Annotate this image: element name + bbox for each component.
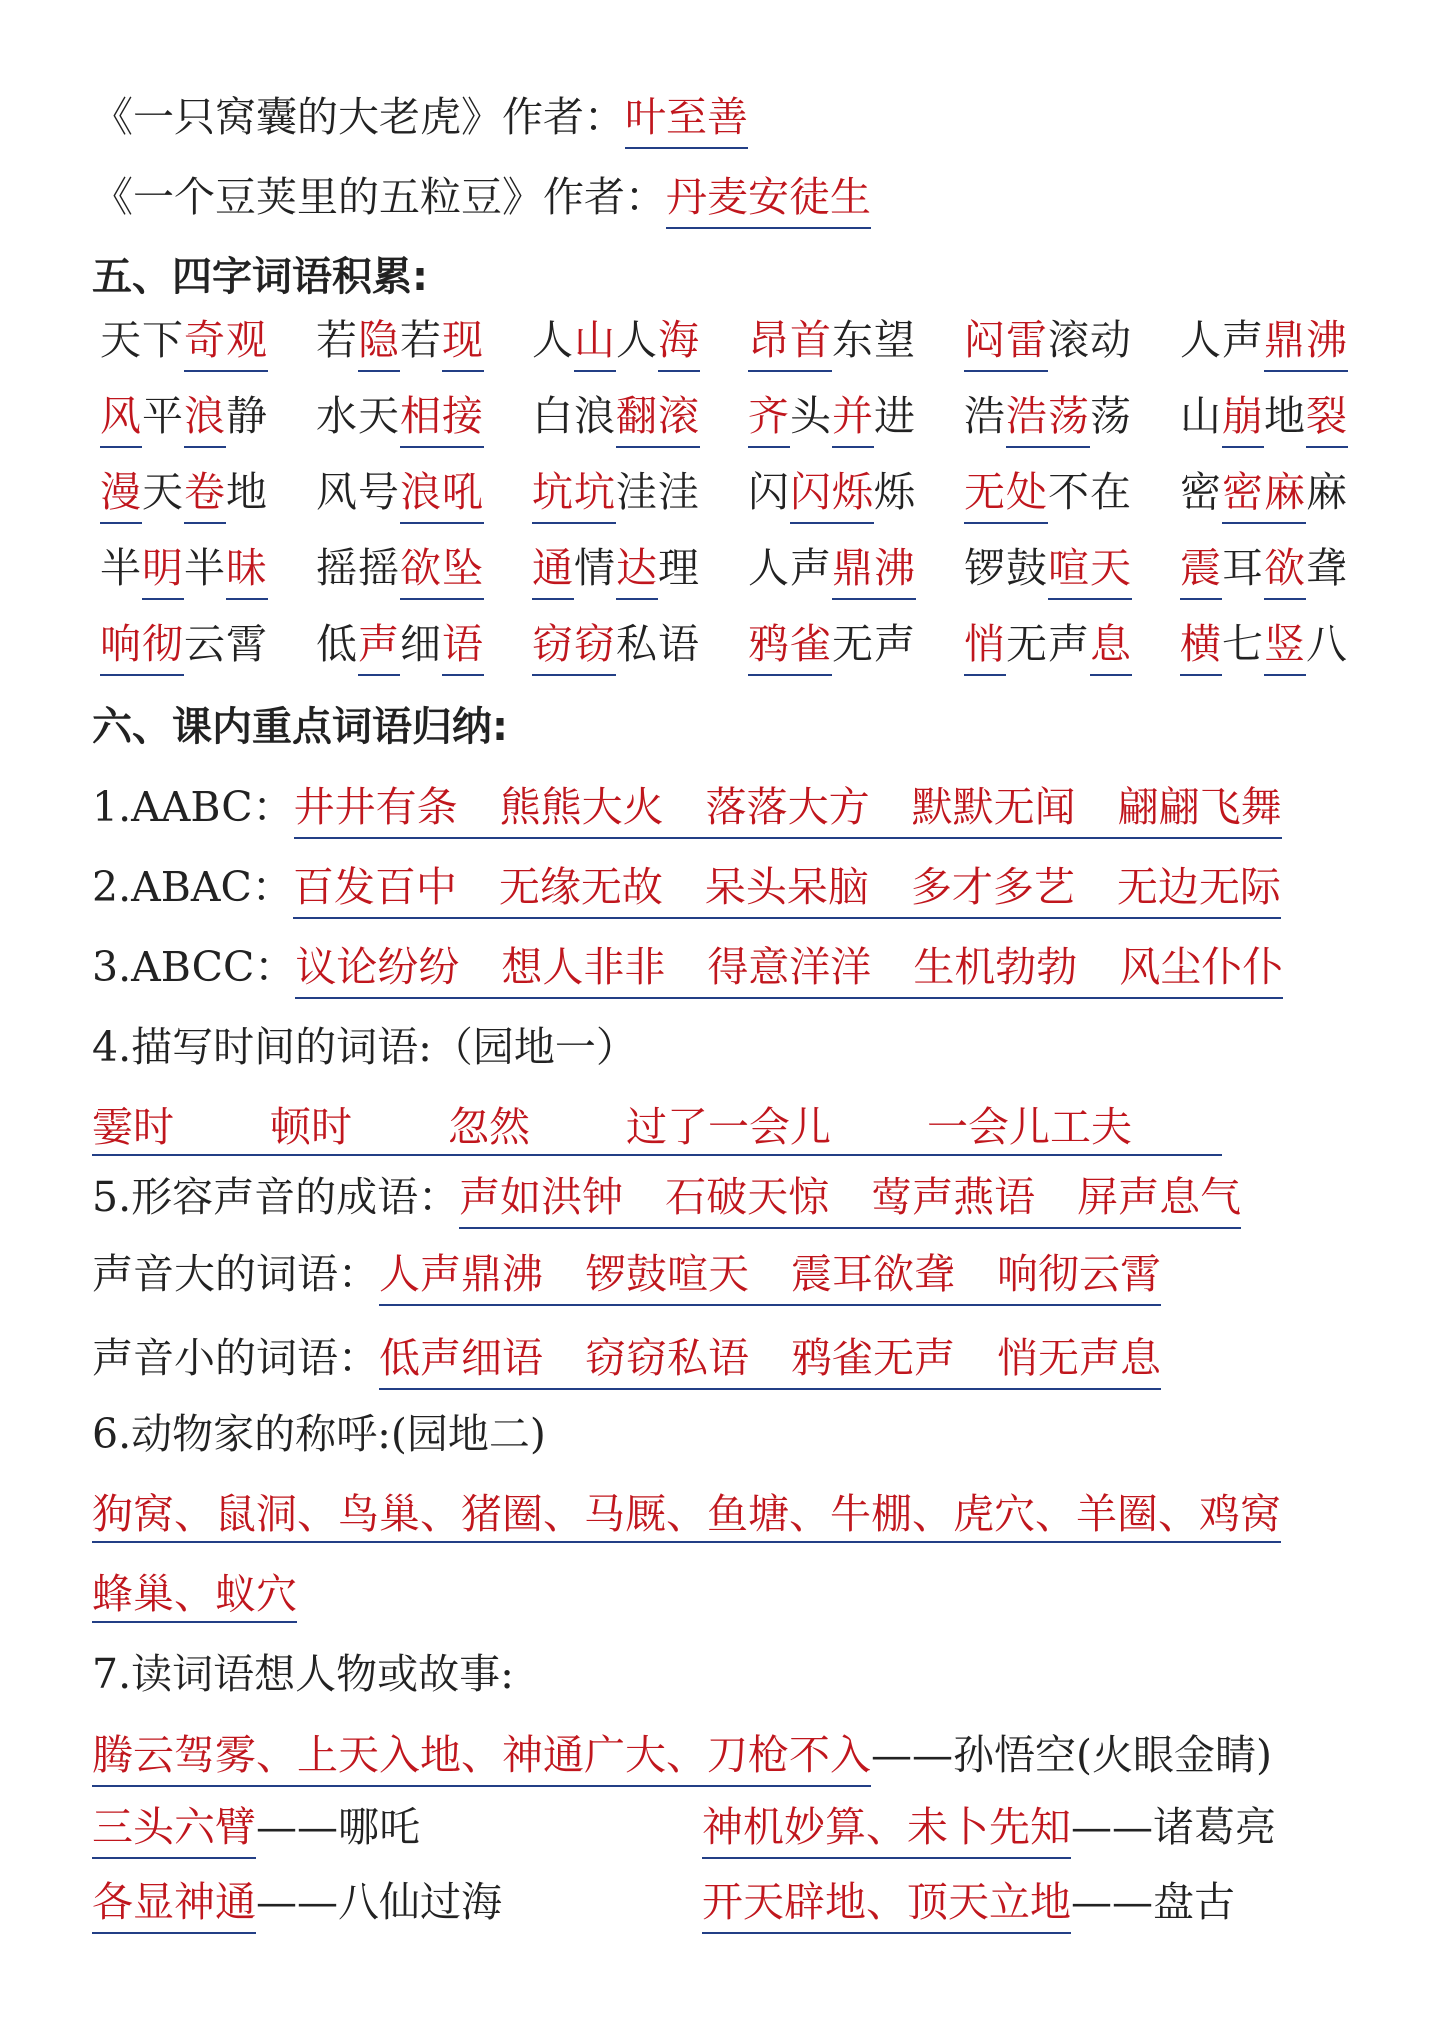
- idiom-segment: 锣鼓: [964, 544, 1048, 592]
- idiom-cell: [100, 620, 268, 668]
- idiom-segment: 情: [574, 544, 616, 592]
- word-item: 落落大方: [705, 783, 870, 831]
- word-item: 屏声息气: [1077, 1173, 1242, 1221]
- idiom-cell: [748, 392, 916, 440]
- idiom-cell: [748, 544, 916, 592]
- idiom-segment: 竖: [1264, 620, 1306, 676]
- idiom-segment: 达: [616, 544, 658, 600]
- idiom-segment: 摇摇: [316, 544, 400, 592]
- idiom-segment: 相接: [400, 392, 484, 448]
- pattern-words: [293, 863, 1281, 919]
- idiom-segment: 裂: [1306, 392, 1348, 448]
- animal-homes-line-2: 蜂巢、蚁穴: [92, 1574, 297, 1623]
- idiom-segment: 天下: [100, 316, 184, 364]
- idiom-segment: 漫: [100, 468, 142, 524]
- idiom-segment: 奇观: [184, 316, 268, 372]
- idiom-cell: [1180, 544, 1348, 592]
- story-name: 哪吒: [338, 1803, 420, 1851]
- story-answer: 各显神通: [92, 1878, 256, 1934]
- story-name: 八仙过海: [338, 1878, 502, 1926]
- idiom-segment: 耳: [1222, 544, 1264, 592]
- idiom-segment: 翻滚: [616, 392, 700, 448]
- author-answer: 丹麦安徒生: [666, 173, 871, 229]
- idiom-segment: 海: [658, 316, 700, 372]
- idiom-segment: 东望: [832, 316, 916, 364]
- word-item: 无缘无故: [498, 863, 663, 911]
- idiom-segment: 闪烁: [790, 468, 874, 524]
- word-item: 默默无闻: [911, 783, 1076, 831]
- word-item: 百发百中: [292, 863, 457, 911]
- idiom-cell: [748, 468, 916, 516]
- idiom-segment: 细: [400, 620, 442, 668]
- animal-homes-line-1: 狗窝、鼠洞、鸟巢、猪圈、马厩、鱼塘、牛棚、虎穴、羊圈、鸡窝: [92, 1494, 1281, 1543]
- word-item: 议论纷纷: [295, 943, 460, 991]
- idiom-segment: 欲坠: [400, 544, 484, 600]
- idiom-segment: 齐: [748, 392, 790, 448]
- story-name: 孙悟空(火眼金睛): [953, 1731, 1272, 1779]
- idiom-segment: 地: [226, 468, 268, 516]
- idiom-segment: 人声: [748, 544, 832, 592]
- idiom-segment: 横: [1180, 620, 1222, 676]
- word-item: 忽然: [448, 1103, 530, 1151]
- stories-label: 7.读词语想人物或故事:: [92, 1650, 514, 1698]
- loud-label: 声音大的词语：: [92, 1250, 379, 1298]
- idiom-row: [100, 316, 1360, 376]
- idiom-cell: [100, 468, 268, 516]
- idiom-segment: 密麻: [1222, 468, 1306, 524]
- time-words-label: 4.描写时间的词语:（园地一）: [92, 1023, 637, 1071]
- idiom-segment: 声: [358, 620, 400, 676]
- idiom-segment: 聋: [1306, 544, 1348, 592]
- word-item: 顿时: [270, 1103, 352, 1151]
- story-row-3a: [92, 1878, 502, 1926]
- word-item: 锣鼓喧天: [585, 1250, 749, 1298]
- idiom-segment: 浩: [964, 392, 1006, 440]
- idiom-segment: 理: [658, 544, 700, 592]
- idiom-segment: 浪: [184, 392, 226, 448]
- author-prefix: 《一只窝囊的大老虎》作者：: [92, 93, 625, 141]
- story-name: 盘古: [1153, 1878, 1235, 1926]
- word-item: 低声细语: [379, 1334, 543, 1382]
- idiom-segment: 风: [100, 392, 142, 448]
- word-item: 霎时: [92, 1103, 174, 1151]
- quiet-label: 声音小的词语：: [92, 1334, 379, 1382]
- idiom-cell: [1180, 620, 1348, 668]
- idiom-row: [100, 392, 1360, 452]
- story-row-2b: [702, 1803, 1276, 1851]
- idiom-segment: 静: [226, 392, 268, 440]
- idiom-row: [100, 544, 1360, 604]
- idiom-cell: [964, 620, 1132, 668]
- idiom-segment: 头: [790, 392, 832, 440]
- word-item: 一会儿工夫: [927, 1103, 1132, 1151]
- idiom-segment: 密: [1180, 468, 1222, 516]
- word-item: 熊熊大火: [499, 783, 664, 831]
- idiom-segment: 息: [1090, 620, 1132, 676]
- idiom-segment: 浪吼: [400, 468, 484, 524]
- idiom-segment: 人: [532, 316, 574, 364]
- story-dash: ——: [871, 1731, 953, 1779]
- word-item: 呆头呆脑: [704, 863, 869, 911]
- word-item: 无边无际: [1116, 863, 1281, 911]
- word-item: 震耳欲聋: [791, 1250, 955, 1298]
- idiom-segment: 悄: [964, 620, 1006, 676]
- idiom-cell: [1180, 392, 1348, 440]
- idiom-segment: 无处: [964, 468, 1048, 524]
- idiom-cell: [964, 544, 1132, 592]
- story-name: 诸葛亮: [1153, 1803, 1276, 1851]
- pattern-row-aabc: [92, 783, 1282, 831]
- pattern-words: [295, 943, 1283, 999]
- idiom-segment: 山: [1180, 392, 1222, 440]
- idiom-segment: 语: [442, 620, 484, 676]
- idiom-segment: 通: [532, 544, 574, 600]
- idiom-segment: 现: [442, 316, 484, 372]
- idiom-segment: 洼洼: [616, 468, 700, 516]
- idiom-cell: [100, 316, 268, 364]
- idiom-segment: 低: [316, 620, 358, 668]
- idiom-segment: 进: [874, 392, 916, 440]
- loud-words: [379, 1250, 1161, 1306]
- word-item: 莺声燕语: [871, 1173, 1036, 1221]
- idiom-segment: 若: [316, 316, 358, 364]
- sound-words: [459, 1173, 1241, 1229]
- word-item: 人声鼎沸: [379, 1250, 543, 1298]
- idiom-segment: 半: [184, 544, 226, 592]
- pattern-row-abac: [92, 863, 1281, 911]
- word-item: 悄无声息: [997, 1334, 1161, 1382]
- idiom-segment: 不在: [1048, 468, 1132, 516]
- idiom-cell: [748, 316, 916, 364]
- idiom-segment: 响彻: [100, 620, 184, 676]
- idiom-segment: 卷: [184, 468, 226, 524]
- story-dash: ——: [1071, 1803, 1153, 1851]
- idiom-segment: 崩: [1222, 392, 1264, 448]
- word-item: 风尘仆仆: [1119, 943, 1284, 991]
- idiom-segment: 明: [142, 544, 184, 600]
- story-dash: ——: [1071, 1878, 1153, 1926]
- idiom-cell: [316, 544, 484, 592]
- idiom-segment: 私语: [616, 620, 700, 668]
- idiom-segment: 风号: [316, 468, 400, 516]
- idiom-segment: 麻: [1306, 468, 1348, 516]
- idiom-row: [100, 468, 1360, 528]
- author-answer: 叶至善: [625, 93, 748, 149]
- story-answer: 神机妙算、未卜先知: [702, 1803, 1071, 1859]
- idiom-segment: 窃窃: [532, 620, 616, 676]
- pattern-row-abcc: [92, 943, 1284, 991]
- author-prefix: 《一个豆荚里的五粒豆》作者：: [92, 173, 666, 221]
- idiom-segment: 喧天: [1048, 544, 1132, 600]
- author-line-1: [92, 93, 748, 141]
- idiom-cell: [532, 544, 700, 592]
- idiom-segment: 闷雷: [964, 316, 1048, 372]
- idiom-segment: 山: [574, 316, 616, 372]
- idiom-cell: [532, 316, 700, 364]
- idiom-cell: [964, 316, 1132, 364]
- pattern-label: 2.ABAC：: [92, 863, 293, 911]
- idiom-segment: 震: [1180, 544, 1222, 600]
- word-item: 翩翩飞舞: [1117, 783, 1282, 831]
- idiom-segment: 鸦雀: [748, 620, 832, 676]
- idiom-cell: [964, 392, 1132, 440]
- time-words: [92, 1103, 1222, 1156]
- quiet-row: [92, 1334, 1161, 1382]
- idiom-segment: 滚动: [1048, 316, 1132, 364]
- story-row-1: [92, 1731, 1272, 1779]
- idiom-segment: 若: [400, 316, 442, 364]
- word-item: 井井有条: [293, 783, 458, 831]
- story-dash: ——: [256, 1878, 338, 1926]
- story-answer: 腾云驾雾、上天入地、神通广大、刀枪不入: [92, 1731, 871, 1787]
- story-row-2a: [92, 1803, 420, 1851]
- idiom-segment: 无声: [1006, 620, 1090, 668]
- idiom-segment: 地: [1264, 392, 1306, 440]
- idiom-segment: 七: [1222, 620, 1264, 668]
- idiom-cell: [316, 316, 484, 364]
- word-item: 过了一会儿: [626, 1103, 831, 1151]
- word-item: 声如洪钟: [459, 1173, 624, 1221]
- word-item: 多才多艺: [910, 863, 1075, 911]
- idiom-segment: 鼎沸: [832, 544, 916, 600]
- word-item: 鸦雀无声: [791, 1334, 955, 1382]
- idiom-cell: [964, 468, 1132, 516]
- idiom-segment: 昂首: [748, 316, 832, 372]
- section-5-heading: 五、四字词语积累:: [92, 254, 428, 300]
- story-dash: ——: [256, 1803, 338, 1851]
- idiom-cell: [316, 392, 484, 440]
- sound-row: [92, 1173, 1242, 1221]
- idiom-cell: [1180, 316, 1348, 364]
- word-item: 石破天惊: [665, 1173, 830, 1221]
- idiom-segment: 人: [616, 316, 658, 364]
- word-item: 响彻云霄: [997, 1250, 1161, 1298]
- idiom-segment: 云霄: [184, 620, 268, 668]
- pattern-label: 1.AABC：: [92, 783, 294, 831]
- sound-label: 5.形容声音的成语：: [92, 1173, 460, 1221]
- author-line-2: [92, 173, 871, 221]
- idiom-segment: 烁: [874, 468, 916, 516]
- idiom-cell: [532, 620, 700, 668]
- idiom-segment: 并: [832, 392, 874, 448]
- idiom-segment: 天: [142, 468, 184, 516]
- idiom-segment: 水天: [316, 392, 400, 440]
- idiom-segment: 无声: [832, 620, 916, 668]
- quiet-words: [379, 1334, 1161, 1390]
- word-item: 得意洋洋: [707, 943, 872, 991]
- pattern-words: [294, 783, 1282, 839]
- word-item: 生机勃勃: [913, 943, 1078, 991]
- idiom-cell: [532, 392, 700, 440]
- word-item: 想人非非: [501, 943, 666, 991]
- idiom-segment: 昧: [226, 544, 268, 600]
- idiom-cell: [316, 620, 484, 668]
- idiom-segment: 人声: [1180, 316, 1264, 364]
- idiom-segment: 欲: [1264, 544, 1306, 600]
- idiom-row: [100, 620, 1360, 680]
- idiom-cell: [100, 392, 268, 440]
- idiom-segment: 坑坑: [532, 468, 616, 524]
- idiom-segment: 平: [142, 392, 184, 440]
- idiom-segment: 白浪: [532, 392, 616, 440]
- idiom-cell: [532, 468, 700, 516]
- section-6-heading: 六、课内重点词语归纳:: [92, 704, 508, 750]
- idiom-segment: 八: [1306, 620, 1348, 668]
- story-answer: 开天辟地、顶天立地: [702, 1878, 1071, 1934]
- idiom-segment: 荡: [1090, 392, 1132, 440]
- idiom-cell: [100, 544, 268, 592]
- word-item: 窃窃私语: [585, 1334, 749, 1382]
- idiom-segment: 闪: [748, 468, 790, 516]
- idiom-cell: [1180, 468, 1348, 516]
- story-row-3b: [702, 1878, 1235, 1926]
- pattern-label: 3.ABCC：: [92, 943, 296, 991]
- idiom-segment: 隐: [358, 316, 400, 372]
- loud-row: [92, 1250, 1161, 1298]
- idiom-cell: [316, 468, 484, 516]
- idiom-segment: 鼎沸: [1264, 316, 1348, 372]
- idiom-segment: 半: [100, 544, 142, 592]
- animal-homes-label: 6.动物家的称呼:(园地二): [92, 1410, 546, 1458]
- story-answer: 三头六臂: [92, 1803, 256, 1859]
- idiom-segment: 浩荡: [1006, 392, 1090, 448]
- idiom-cell: [748, 620, 916, 668]
